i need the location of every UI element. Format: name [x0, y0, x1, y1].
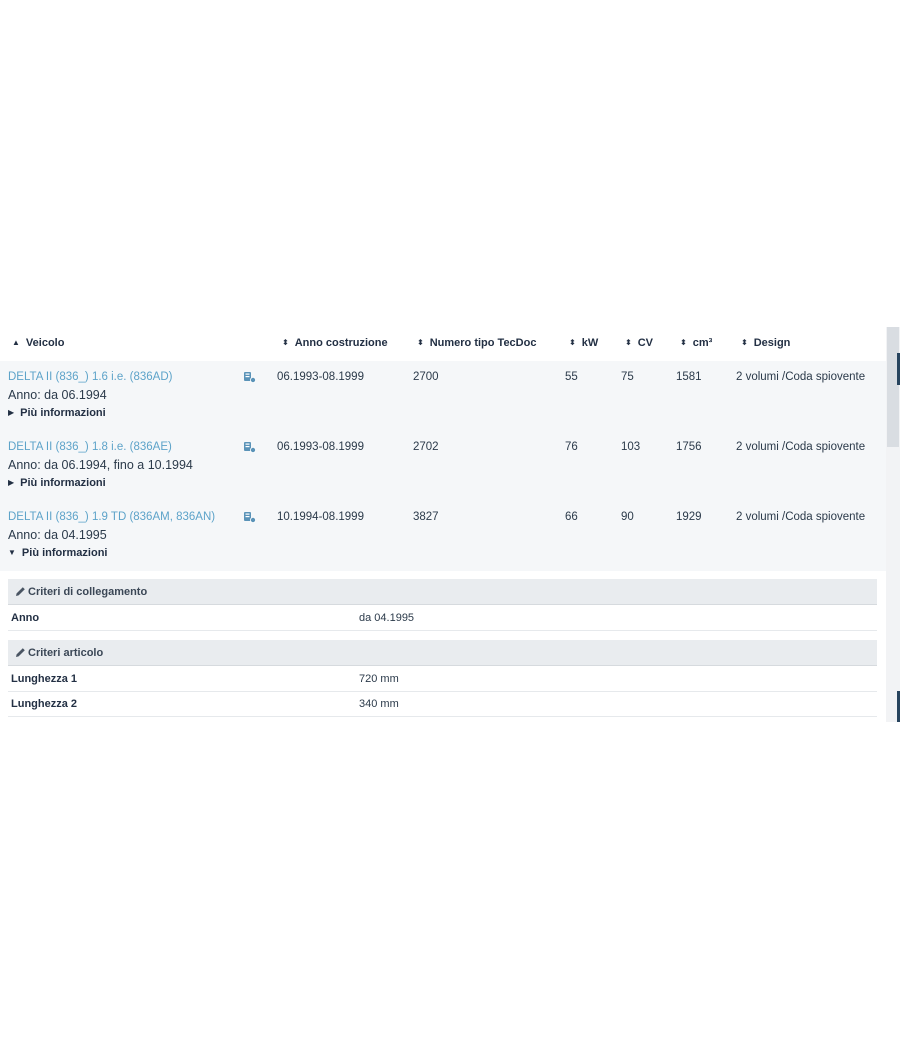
car-info-icon[interactable]: [244, 372, 256, 383]
section-title: Criteri di collegamento: [28, 586, 148, 598]
caret-right-icon: ▶: [8, 408, 15, 417]
caret-right-icon: ▶: [8, 478, 15, 487]
column-header-label: Numero tipo TecDoc: [429, 337, 537, 349]
criteria-row: [8, 605, 877, 631]
column-header-cm3[interactable]: [680, 337, 712, 349]
vehicle-year-range: Anno: da 04.1995: [8, 528, 107, 542]
column-header-veicolo[interactable]: [12, 337, 64, 349]
vehicle-link[interactable]: DELTA II (836_) 1.9 TD (836AM, 836AN): [8, 511, 216, 523]
column-header-anno-costruzione[interactable]: [282, 337, 388, 349]
more-info-toggle[interactable]: [8, 547, 107, 559]
criteria-row: [8, 666, 877, 692]
cell-kw: 66: [565, 511, 578, 523]
cell-design: 2 volumi /Coda spiovente: [736, 441, 866, 453]
scrollbar[interactable]: [886, 327, 900, 722]
column-header-label: Design: [753, 337, 791, 349]
cell-anno-costruzione: 06.1993-08.1999: [277, 371, 364, 383]
cell-design: 2 volumi /Coda spiovente: [736, 511, 866, 523]
more-info-label: Più informazioni: [20, 477, 106, 489]
cell-kw: 55: [565, 371, 578, 383]
criteria-value: 340 mm: [359, 698, 399, 710]
sort-icon: ⬍: [680, 338, 687, 347]
column-header-kw[interactable]: [569, 337, 598, 349]
vehicle-compatibility-panel: [0, 327, 900, 722]
column-header-label: Veicolo: [25, 337, 65, 349]
sort-ascending-icon: ▲: [12, 338, 20, 347]
column-header-label: kW: [581, 337, 599, 349]
criteria-key: Anno: [11, 612, 40, 624]
column-header-label: Anno costruzione: [294, 337, 388, 349]
more-info-toggle[interactable]: [8, 477, 106, 489]
caret-down-icon: ▼: [8, 548, 16, 557]
vehicle-year-range: Anno: da 06.1994: [8, 388, 107, 402]
table-header: [0, 327, 886, 361]
cell-numero-tipo: 2702: [413, 441, 439, 453]
cell-anno-costruzione: 06.1993-08.1999: [277, 441, 364, 453]
vehicle-link[interactable]: DELTA II (836_) 1.6 i.e. (836AD): [8, 371, 173, 383]
cell-numero-tipo: 2700: [413, 371, 439, 383]
criteria-row: [8, 691, 877, 717]
column-header-label: cm³: [692, 337, 713, 349]
sort-icon: ⬍: [569, 338, 576, 347]
linkage-criteria-header: [8, 579, 877, 605]
table-row: [0, 501, 886, 572]
vehicle-year-range: Anno: da 06.1994, fino a 10.1994: [8, 458, 193, 472]
more-info-toggle[interactable]: [8, 407, 106, 419]
cell-cv: 75: [621, 371, 634, 383]
cell-cm3: 1929: [676, 511, 702, 523]
pencil-icon: [15, 586, 26, 597]
sort-icon: ⬍: [625, 338, 632, 347]
more-info-label: Più informazioni: [20, 407, 106, 419]
column-header-cv[interactable]: [625, 337, 653, 349]
scrollbar-thumb[interactable]: [887, 327, 899, 447]
section-title: Criteri articolo: [28, 647, 104, 659]
pencil-icon: [15, 647, 26, 658]
column-header-numero-tipo[interactable]: [417, 337, 536, 349]
cell-numero-tipo: 3827: [413, 511, 439, 523]
vehicle-link[interactable]: DELTA II (836_) 1.8 i.e. (836AE): [8, 441, 172, 453]
cell-kw: 76: [565, 441, 578, 453]
column-header-label: CV: [637, 337, 653, 349]
more-info-label: Più informazioni: [21, 547, 108, 559]
cell-cm3: 1756: [676, 441, 702, 453]
vehicle-details: [0, 571, 886, 722]
criteria-value: 720 mm: [359, 673, 399, 685]
car-info-icon[interactable]: [244, 442, 256, 453]
cell-cv: 103: [621, 441, 641, 453]
cell-cm3: 1581: [676, 371, 702, 383]
column-header-design[interactable]: [741, 337, 790, 349]
sort-icon: ⬍: [417, 338, 424, 347]
cell-cv: 90: [621, 511, 634, 523]
criteria-key: Lunghezza 1: [11, 673, 78, 685]
sort-icon: ⬍: [282, 338, 289, 347]
car-info-icon[interactable]: [244, 512, 256, 523]
table-row: [0, 431, 886, 502]
sort-icon: ⬍: [741, 338, 748, 347]
cell-anno-costruzione: 10.1994-08.1999: [277, 511, 364, 523]
cell-design: 2 volumi /Coda spiovente: [736, 371, 866, 383]
table-row: [0, 361, 886, 432]
criteria-key: Lunghezza 2: [11, 698, 78, 710]
article-criteria-header: [8, 640, 877, 666]
criteria-value: da 04.1995: [359, 612, 415, 624]
